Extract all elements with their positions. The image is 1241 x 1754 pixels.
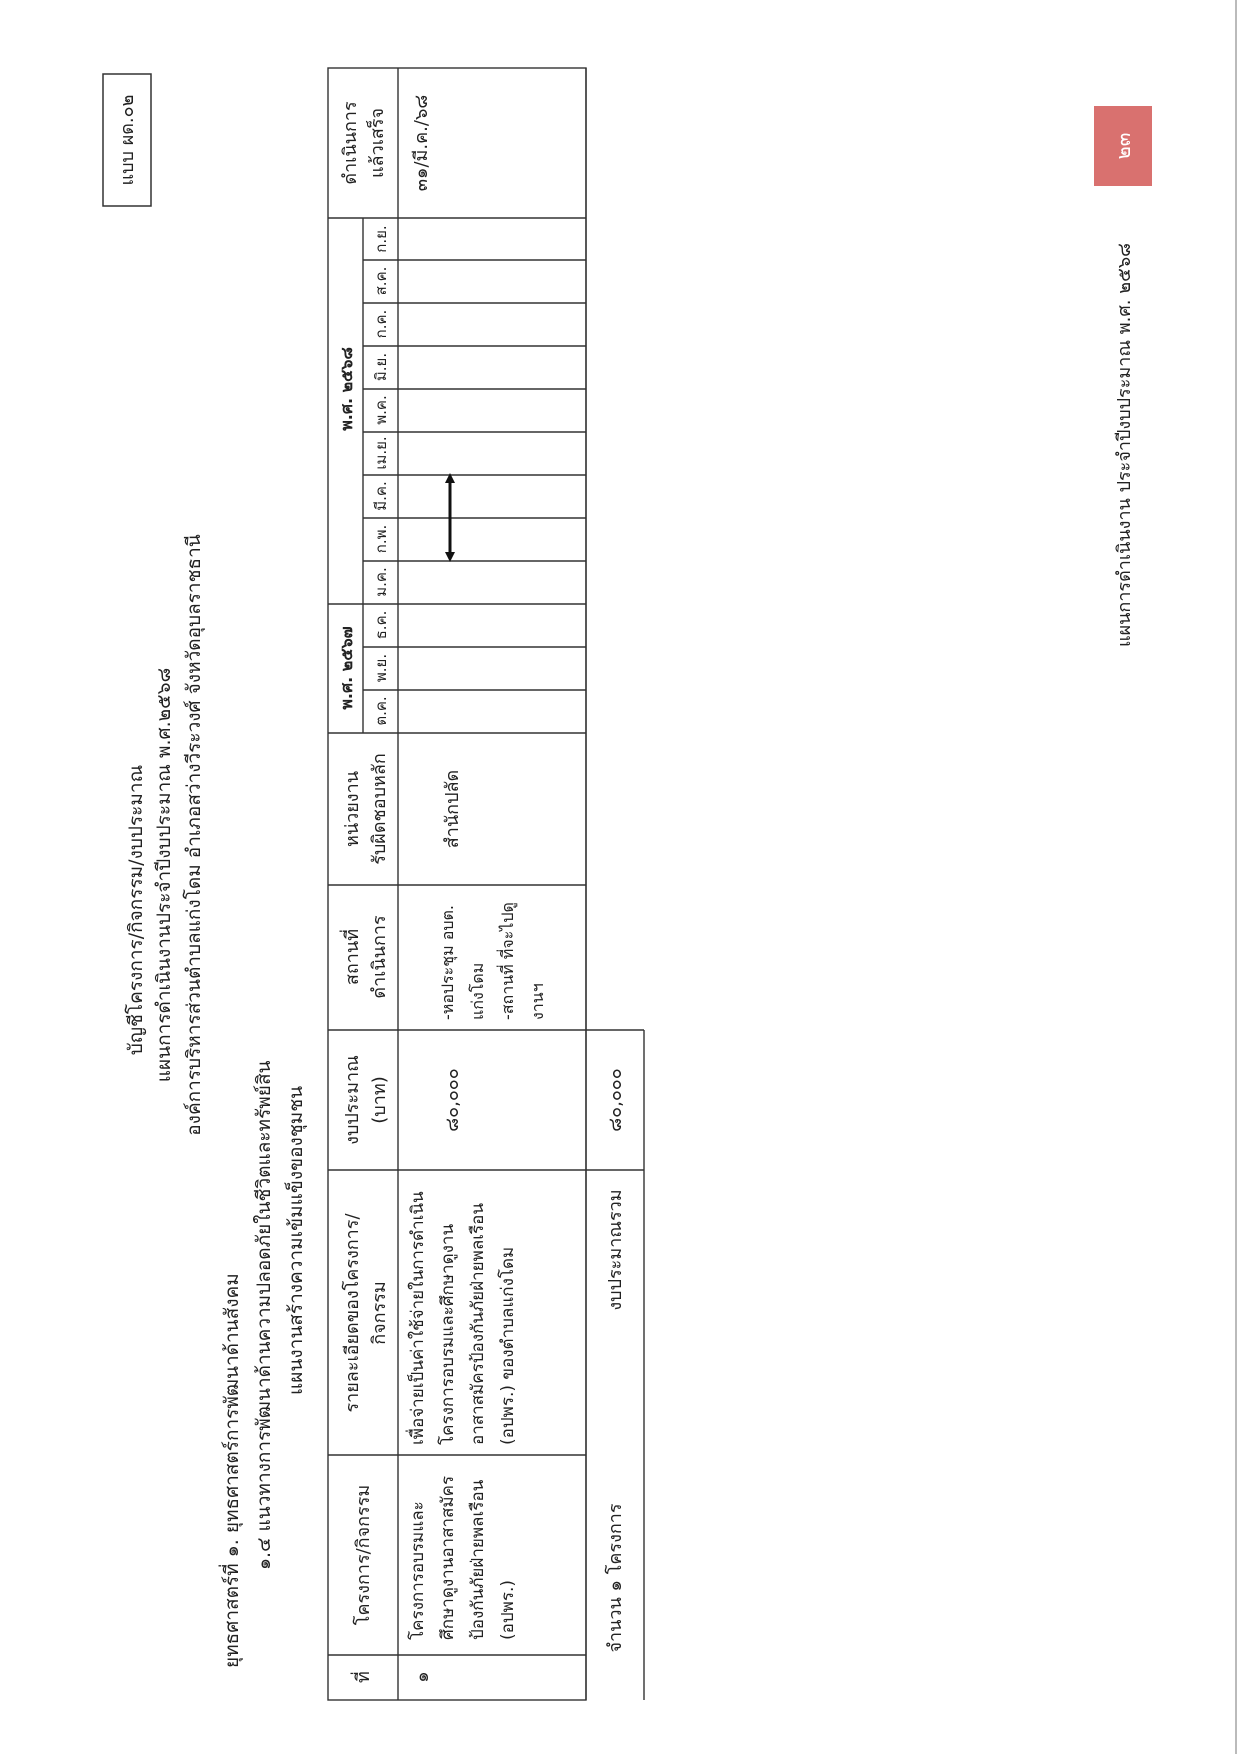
header-done-1: ดำเนินการ (340, 101, 361, 185)
total-row (604, 1068, 626, 1652)
month-jan: ม.ค. (372, 567, 390, 597)
row-details-line-1: เพื่อจ่ายเป็นค่าใช้จ่ายในการดำเนิน (408, 1191, 428, 1445)
row-project-line-4: (อปพร.) (498, 1579, 518, 1640)
header-agency-2: รับผิดชอบหลัก (369, 753, 390, 865)
row-project-line-3: ป้องกันภัยฝ่ายพลเรือน (468, 1479, 488, 1640)
form-code (103, 74, 151, 206)
total-count: จำนวน ๑ โครงการ (605, 1503, 626, 1653)
header-done-2: แล้วเสร็จ (367, 107, 388, 179)
row-details-line-4: (อปพร.) ของตำบลแก่งโดม (498, 1246, 518, 1445)
header-details-1: รายละเอียดของโครงการ/ (342, 1213, 363, 1413)
document-header (124, 534, 206, 1135)
month-oct: ต.ค. (372, 696, 390, 726)
row-place-line-3: -สถานที่ ที่จะไปดู (498, 902, 517, 1020)
month-apr: เม.ย. (372, 436, 390, 470)
header-place-2: ดำเนินการ (369, 915, 390, 999)
month-may: พ.ค. (372, 395, 390, 425)
row-details-line-3: อาสาสมัครป้องกันภัยฝ่ายพลเรือน (468, 1202, 488, 1445)
month-mar: มี.ค. (372, 481, 390, 511)
month-jun: มิ.ย. (372, 352, 390, 382)
row-budget: ๘๐,๐๐๐ (442, 1068, 463, 1132)
row-project-line-1: โครงการอบรมและ (408, 1501, 428, 1640)
footer-text: แผนการดำเนินงาน ประจำปีงบประมาณ พ.ศ. ๒๕๖๘ (1114, 242, 1135, 648)
month-nov: พ.ย. (372, 653, 390, 683)
header-details-2: กิจกรรม (369, 1281, 390, 1345)
header-year-2568: พ.ศ. ๒๕๖๘ (337, 347, 356, 431)
total-sum-value: ๘๐,๐๐๐ (605, 1068, 626, 1132)
month-feb: ก.พ. (372, 524, 390, 554)
row-no: ๑ (412, 1671, 433, 1683)
month-dec: ธ.ค. (372, 610, 390, 640)
row-place-line-2: แก่งโดม (468, 962, 487, 1020)
strategy-line-3: แผนงานสร้างความเข้มแข็งของชุมชน (285, 1085, 307, 1395)
header-budget-1: งบประมาณ (342, 1055, 363, 1145)
row-done: ๓๑/มี.ค./๖๘ (411, 94, 432, 192)
header-agency-1: หน่วยงาน (342, 770, 363, 848)
strategy-info (218, 1060, 308, 1668)
page-number-badge (1094, 106, 1152, 186)
strategy-line-1: ยุทธศาสตร์ที่ ๑. ยุทธศาสตร์การพัฒนาด้านสังคม (221, 1273, 243, 1668)
row-project-line-2: ศึกษาดูงานอาสาสมัคร (438, 1475, 458, 1640)
header-line-1: บัญชีโครงการ/กิจกรรม/งบประมาณ (125, 764, 147, 1056)
header-year-2567: พ.ศ. ๒๕๖๗ (337, 626, 356, 710)
header-line-3: องค์การบริหารส่วนตำบลแก่งโดม อำเภอสว่างวีระวงศ์ จังหวัดอุบลราชธานี (183, 534, 205, 1136)
month-jul: ก.ค. (372, 309, 390, 339)
table-row (405, 95, 547, 1683)
header-no: ที่ (353, 1671, 374, 1683)
header-budget-2: (บาท) (369, 1076, 390, 1124)
total-sum-label: งบประมาณรวม (605, 1189, 626, 1311)
row-place-line-4: งานฯ (528, 983, 547, 1020)
row-agency: สำนักปลัด (442, 769, 463, 849)
month-aug: ส.ค. (372, 266, 390, 296)
strategy-line-2: ๑.๔ แนวทางการพัฒนาด้านความปลอดภัยในชีวิตและทรัพย์สิน (253, 1060, 275, 1570)
row-details-line-2: โครงการอบรมและศึกษาดูงาน (438, 1223, 458, 1445)
header-project: โครงการ/กิจกรรม (353, 1484, 374, 1626)
row-place-line-1: -หอประชุม อบต. (438, 904, 457, 1020)
form-code-label: แบบ ผด.๐๒ (117, 94, 138, 186)
header-place-1: สถานที่ (342, 928, 363, 986)
header-line-2: แผนการดำเนินงานประจำปีงบประมาณ พ.ศ.๒๕๖๘ (153, 667, 175, 1083)
month-sep: ก.ย. (372, 225, 390, 253)
page-number: ๒๓ (1111, 132, 1135, 160)
